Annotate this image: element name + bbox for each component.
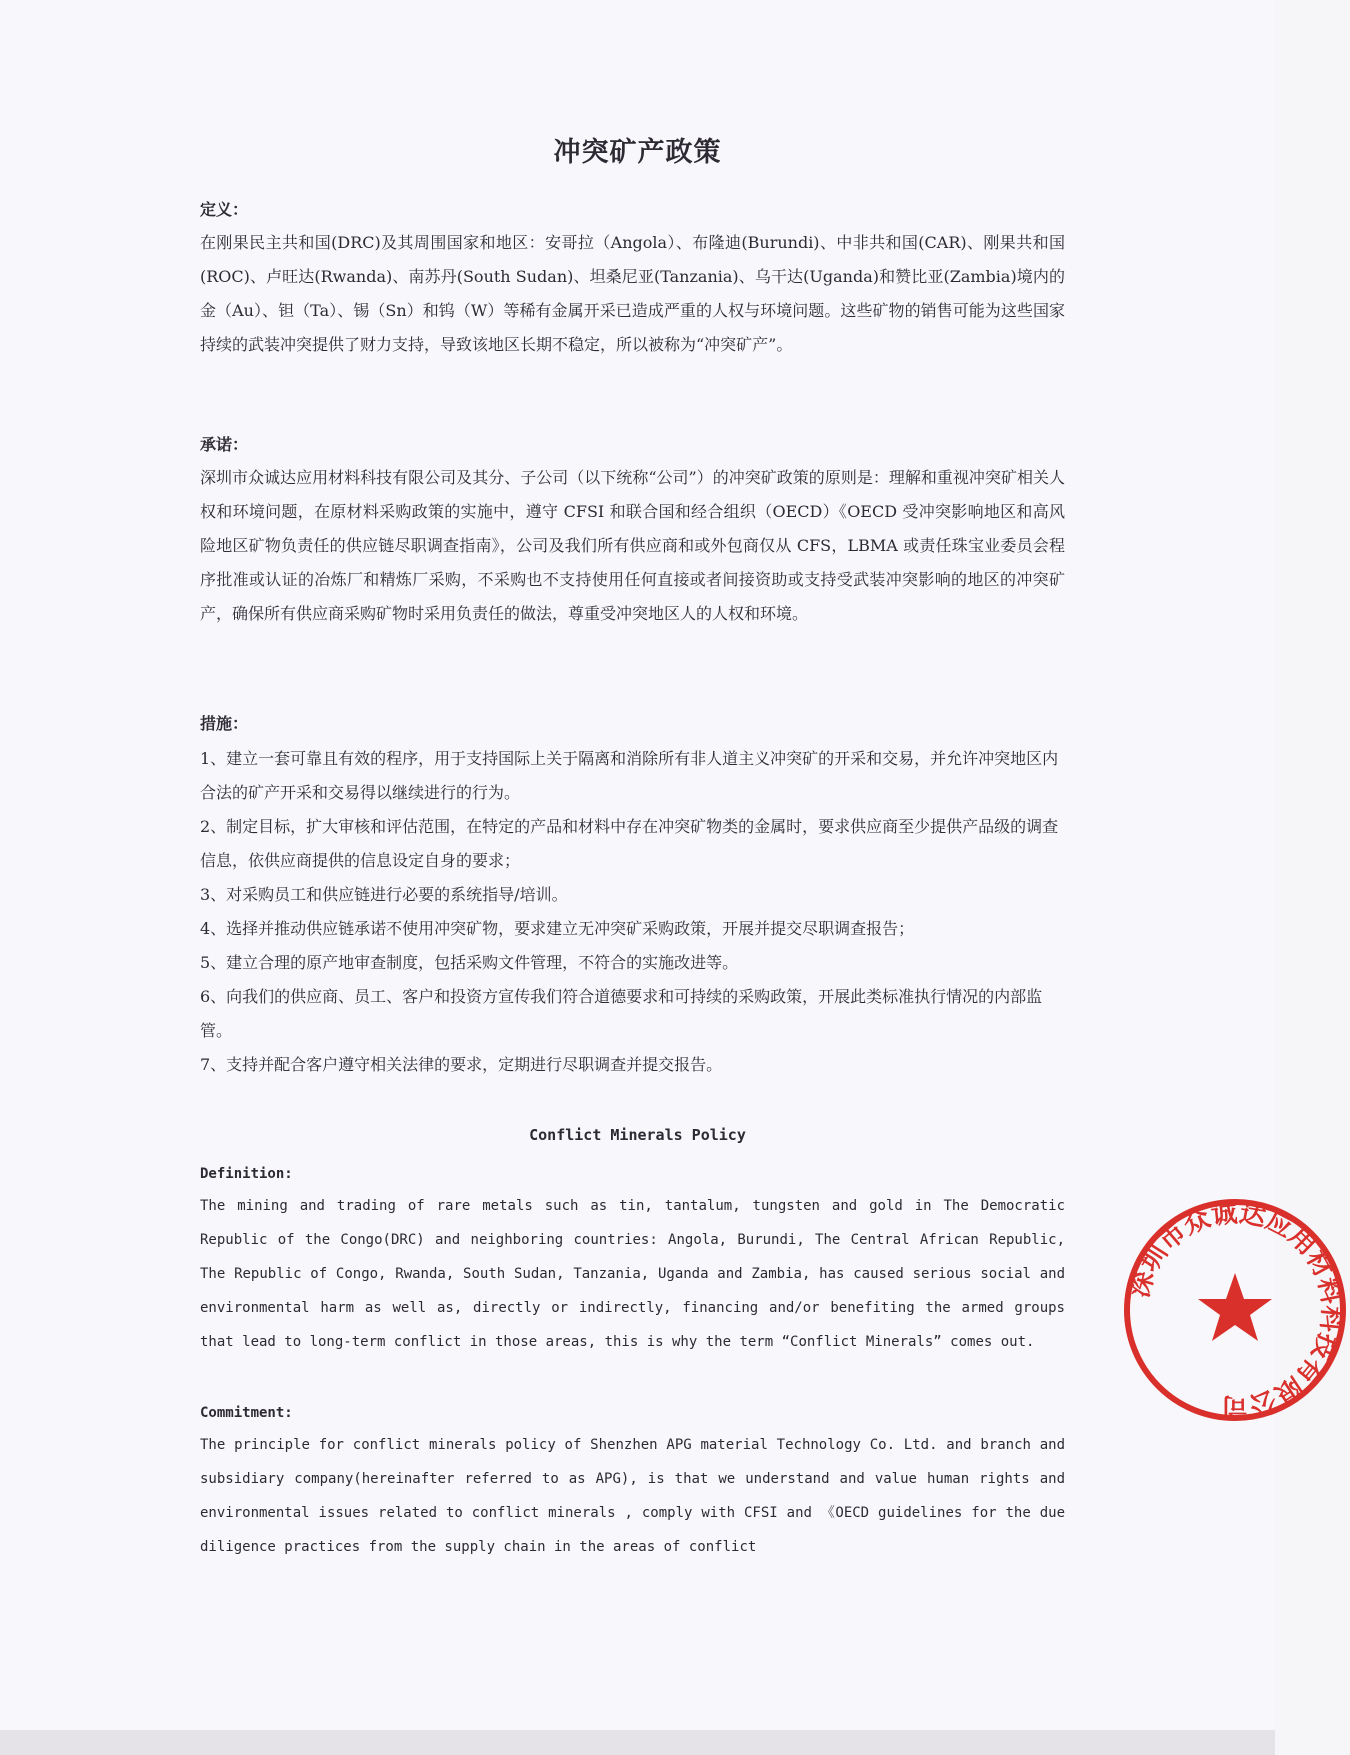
- measure-item-1: 1、建立一套可靠且有效的程序，用于支持国际上关于隔离和消除所有非人道主义冲突矿的开采和交易，并允许冲突地区内合法的矿产开采和交易得以继续进行的行为。: [200, 749, 1059, 802]
- definition-en-paragraph: The mining and trading of rare metals such as tin, tantalum, tungsten and gold in The Democratic Republic of the Congo(DRC) and neighboring countries: Angola, Burundi, The Central African Republic, The Republic of Congo, Rwanda, South Sudan, Tanzania, Uganda and Zambia, has caused serious social and environmental harm as well as, directly or indirectly, financing and/or benefiting the armed groups that lead to long-term conflict in those areas, this is why the term “Conflict Minerals” comes out.: [200, 1198, 1065, 1350]
- measure-item-7: 7、支持并配合客户遵守相关法律的要求，定期进行尽职调查并提交报告。: [200, 1055, 723, 1074]
- page-title: 冲突矿产政策: [553, 137, 722, 168]
- commitment-heading: 承诺：: [200, 435, 249, 454]
- commitment-section: [200, 433, 1065, 631]
- commitment-en-heading: Commitment:: [200, 1405, 293, 1421]
- definition-heading: 定义：: [200, 200, 249, 219]
- definition-paragraph: 在刚果民主共和国(DRC)及其周围国家和地区：安哥拉（Angola）、布隆迪(Burundi)、中非共和国(CAR)、刚果共和国(ROC)、卢旺达(Rwanda)、南苏丹(South Sudan)、坦桑尼亚(Tanzania)、乌干达(Uganda)和赞比亚(Zambia)境内的金（Au）、钽（Ta）、锡（Sn）和钨（W）等稀有金属开采已造成严重的人权与环境问题。这些矿物的销售可能为这些国家持续的武装冲突提供了财力支持，导致该地区长期不稳定，所以被称为“冲突矿产”。: [200, 233, 1065, 354]
- company-seal: [1120, 1195, 1350, 1425]
- english-title: Conflict Minerals Policy: [529, 1126, 746, 1144]
- definition-en-section: [200, 1163, 1065, 1359]
- definition-section: [200, 198, 1065, 362]
- measure-item-3: 3、对采购员工和供应链进行必要的系统指导/培训。: [200, 885, 568, 904]
- measures-section: [200, 712, 1065, 1082]
- commitment-en-paragraph: The principle for conflict minerals policy of Shenzhen APG material Technology Co. Ltd. and branch and subsidiary company(hereinafter referred to as APG), is that we understand and value human rights and environmental issues related to conflict minerals , comply with CFSI and 《OECD guidelines for the due diligence practices from the supply chain in the areas of conflict: [200, 1437, 1065, 1555]
- measure-item-6: 6、向我们的供应商、员工、客户和投资方宣传我们符合道德要求和可持续的采购政策，开展此类标准执行情况的内部监管。: [200, 987, 1043, 1040]
- measures-heading: 措施：: [200, 714, 249, 733]
- measure-item-4: 4、选择并推动供应链承诺不使用冲突矿物，要求建立无冲突矿采购政策，开展并提交尽职调查报告；: [200, 919, 915, 938]
- commitment-en-section: [200, 1402, 1065, 1564]
- definition-en-heading: Definition:: [200, 1166, 293, 1182]
- seal-text-path: 深圳市众诚达应用材料科技有限公司: [1124, 1198, 1347, 1422]
- measure-item-2: 2、制定目标，扩大审核和评估范围，在特定的产品和材料中存在冲突矿物类的金属时，要求供应商至少提供产品级的调查信息，依供应商提供的信息设定自身的要求；: [200, 817, 1059, 870]
- seal-star-icon: [1198, 1273, 1272, 1341]
- measures-list: [200, 742, 1065, 1082]
- measure-item-5: 5、建立合理的原产地审查制度，包括采购文件管理，不符合的实施改进等。: [200, 953, 739, 972]
- scan-bottom-edge: [0, 1730, 1275, 1755]
- commitment-paragraph: 深圳市众诚达应用材料科技有限公司及其分、子公司（以下统称“公司”）的冲突矿政策的原则是：理解和重视冲突矿相关人权和环境问题，在原材料采购政策的实施中，遵守 CFSI 和联合国和经合组织（OECD）《OECD 受冲突影响地区和高风险地区矿物负责任的供应链尽职调查指南》，公司及我们所有供应商和或外包商仅从 CFS，LBMA 或责任珠宝业委员会程序批准或认证的冶炼厂和精炼厂采购，不采购也不支持使用任何直接或者间接资助或支持受武装冲突影响的地区的冲突矿产，确保所有供应商采购矿物时采用负责任的做法，尊重受冲突地区人的人权和环境。: [200, 468, 1065, 623]
